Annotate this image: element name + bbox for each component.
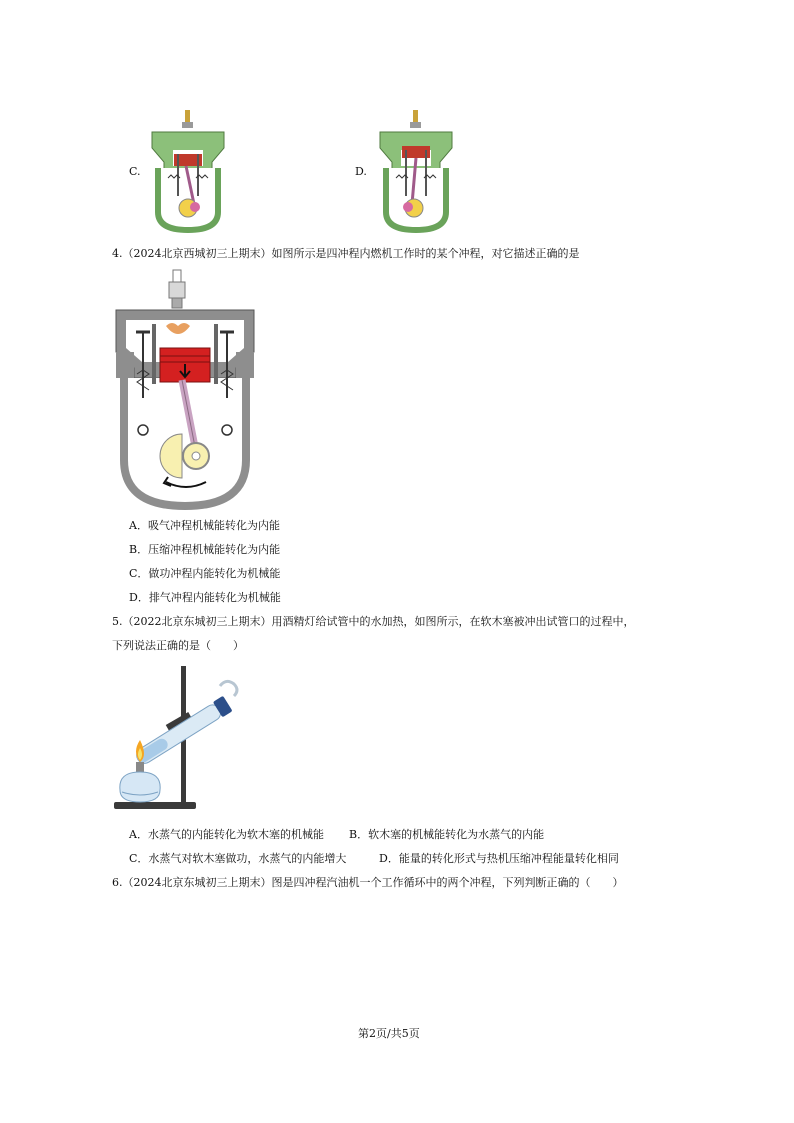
q5-option-a: A．水蒸气的内能转化为软木塞的机械能 bbox=[129, 828, 324, 841]
q4-option-c: C．做功冲程内能转化为机械能 bbox=[129, 567, 281, 580]
q4-option-b: B．压缩冲程机械能转化为内能 bbox=[129, 543, 281, 556]
question-4-stem: 4.（2024北京西城初三上期末）如图所示是四冲程内燃机工作时的某个冲程，对它描述正确的是 bbox=[112, 247, 580, 260]
option-c-label: C. bbox=[129, 165, 141, 178]
engine-diagram-q4 bbox=[110, 268, 260, 510]
question-5-stem-line1: 5.（2022北京东城初三上期末）用酒精灯给试管中的水加热，如图所示，在软木塞被冲出试管口的过程中， bbox=[112, 615, 635, 628]
q5-option-c: C．水蒸气对软木塞做功，水蒸气的内能增大 bbox=[129, 852, 347, 865]
question-6-stem: 6.（2024北京东城初三上期末）图是四冲程汽油机一个工作循环中的两个冲程，下列判断正确的（ ） bbox=[112, 876, 624, 889]
page-number: 第2页/共5页 bbox=[358, 1027, 420, 1040]
q5-option-b: B．软木塞的机械能转化为水蒸气的内能 bbox=[349, 828, 545, 841]
q4-option-d: D．排气冲程内能转化为机械能 bbox=[129, 591, 281, 604]
engine-diagram-c bbox=[148, 108, 228, 233]
q4-option-a: A．吸气冲程机械能转化为内能 bbox=[129, 519, 280, 532]
question-5-stem-line2: 下列说法正确的是（ ） bbox=[112, 639, 244, 652]
q5-option-d: D．能量的转化形式与热机压缩冲程能量转化相同 bbox=[379, 852, 619, 865]
engine-diagram-d bbox=[376, 108, 456, 233]
test-tube-heating-diagram bbox=[112, 662, 242, 814]
option-d-label: D. bbox=[355, 165, 367, 178]
